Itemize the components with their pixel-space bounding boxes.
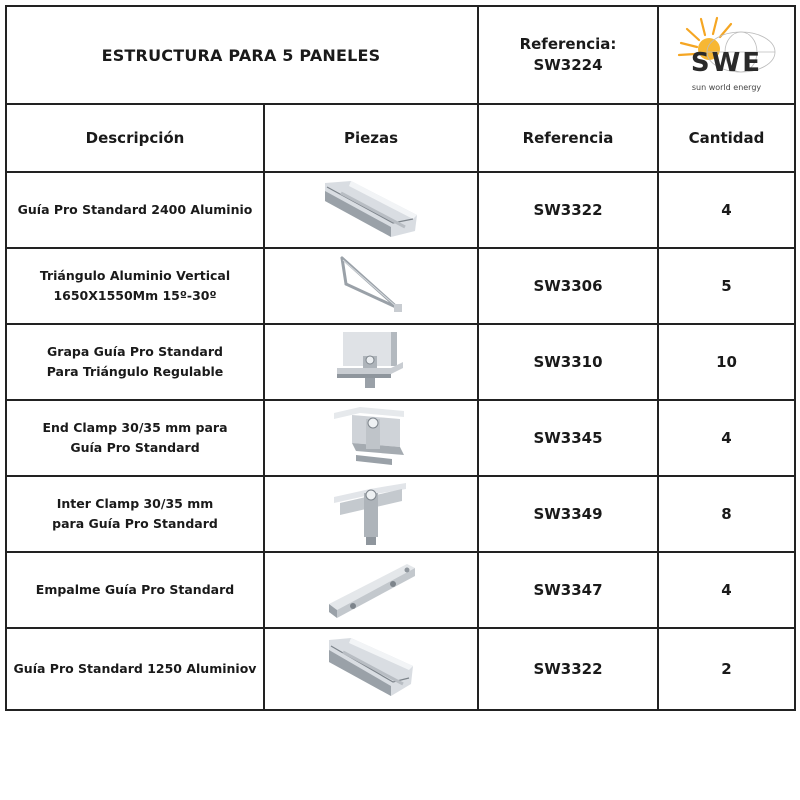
row-reference: SW3349 <box>478 476 658 552</box>
description-line: Empalme Guía Pro Standard <box>35 582 235 597</box>
table-row <box>6 172 795 248</box>
brand-logo <box>658 6 795 104</box>
parts-table <box>5 5 796 711</box>
row-piece-image <box>264 476 478 552</box>
row-piece-image <box>264 400 478 476</box>
brand-tagline: sun world energy <box>691 83 762 92</box>
column-header-reference: Referencia <box>478 104 658 172</box>
rail-splice-icon <box>323 558 419 622</box>
row-reference: SW3310 <box>478 324 658 400</box>
rail-profile-short-icon <box>325 636 417 702</box>
row-piece-image <box>264 628 478 710</box>
table-row <box>6 476 795 552</box>
row-description <box>6 628 264 710</box>
reference-label: Referencia: <box>519 35 617 53</box>
description-line: para Guía Pro Standard <box>52 516 218 531</box>
row-reference: SW3322 <box>478 628 658 710</box>
document-title-text: ESTRUCTURA PARA 5 PANELES <box>101 45 381 65</box>
column-header-pieces: Piezas <box>264 104 478 172</box>
row-piece-image <box>264 172 478 248</box>
row-quantity: 10 <box>658 324 795 400</box>
row-description <box>6 400 264 476</box>
row-quantity: 4 <box>658 552 795 628</box>
table-row <box>6 552 795 628</box>
row-quantity: 5 <box>658 248 795 324</box>
row-piece-image <box>264 552 478 628</box>
description-line: Inter Clamp 30/35 mm <box>56 496 214 511</box>
row-description <box>6 248 264 324</box>
row-reference: SW3347 <box>478 552 658 628</box>
row-quantity: 2 <box>658 628 795 710</box>
row-description <box>6 476 264 552</box>
description-line: Grapa Guía Pro Standard <box>47 344 223 359</box>
table-row <box>6 400 795 476</box>
table-row <box>6 324 795 400</box>
spec-sheet <box>5 5 794 711</box>
end-clamp-icon <box>330 403 412 473</box>
table-row <box>6 628 795 710</box>
row-description <box>6 552 264 628</box>
row-quantity: 4 <box>658 172 795 248</box>
triangle-bracket-icon <box>336 254 406 318</box>
document-title <box>6 6 478 104</box>
row-description <box>6 172 264 248</box>
row-quantity: 8 <box>658 476 795 552</box>
inter-clamp-icon <box>330 479 412 549</box>
description-line: Guía Pro Standard <box>70 440 200 455</box>
row-piece-image <box>264 248 478 324</box>
description-line: Guía Pro Standard 1250 Aluminiov <box>13 661 257 676</box>
row-description <box>6 324 264 400</box>
description-line: Guía Pro Standard 2400 Aluminio <box>17 202 253 217</box>
row-reference: SW3345 <box>478 400 658 476</box>
description-line: Para Triángulo Regulable <box>46 364 224 379</box>
brand-name: SWE <box>690 48 763 78</box>
header-row <box>6 6 795 104</box>
rail-profile-icon <box>321 179 421 241</box>
description-line: End Clamp 30/35 mm para <box>42 420 228 435</box>
row-reference: SW3322 <box>478 172 658 248</box>
row-piece-image <box>264 324 478 400</box>
column-header-description: Descripción <box>6 104 264 172</box>
row-reference: SW3306 <box>478 248 658 324</box>
row-quantity: 4 <box>658 400 795 476</box>
reference-header-cell <box>478 6 658 104</box>
column-header-row <box>6 104 795 172</box>
reference-code: SW3224 <box>533 56 603 74</box>
column-header-quantity: Cantidad <box>658 104 795 172</box>
description-line: Triángulo Aluminio Vertical <box>39 268 231 283</box>
clamp-bracket-icon <box>333 328 409 396</box>
description-line: 1650X1550Mm 15º-30º <box>53 288 217 303</box>
table-row <box>6 248 795 324</box>
